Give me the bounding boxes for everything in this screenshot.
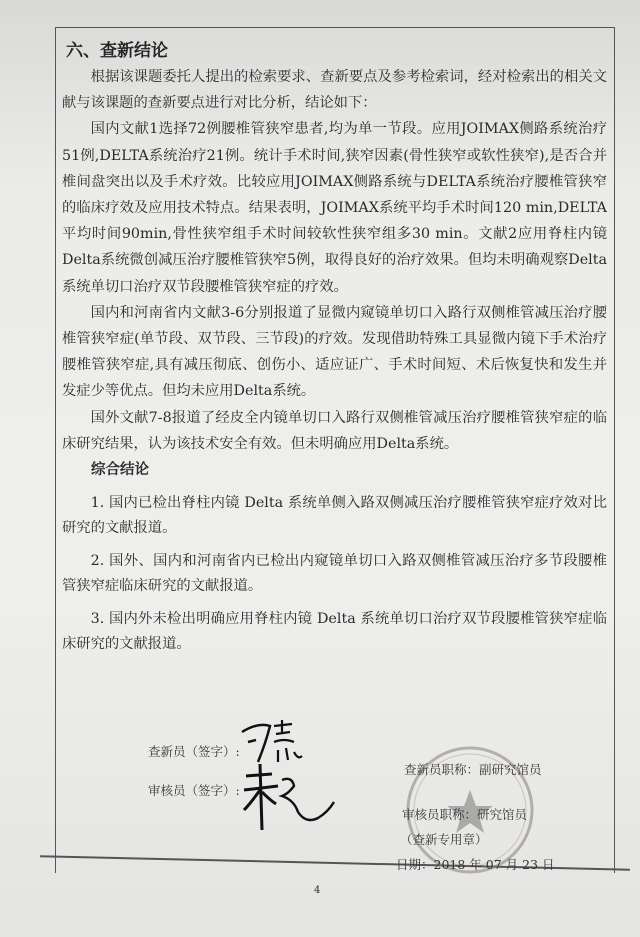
reviewer-signature bbox=[242, 760, 337, 840]
conclusion-item-2: 2. 国外、国内和河南省内已检出内窥镜单切口入路双侧椎管减压治疗多节段腰椎管狭窄症临床研究的文献报道。 bbox=[62, 553, 607, 595]
paragraph-intro: 根据该课题委托人提出的检索要求、查新要点及参考检索词，经对检索出的相关文献与该课题的查新要点进行对比分析，结论如下： bbox=[62, 69, 607, 112]
paragraph-domestic-1: 国内文献1选择72例腰椎管狭窄患者,均为单一节段。应用JOIMAX侧路系统治疗51例,DELTA系统治疗21例。统计手术时间,狭窄因素(骨性狭窄或软性狭窄),是否合并椎间盘突出以及手术疗效。比较应用JOIMAX侧路系统与DELTA系统治疗腰椎管狭窄的临床疗效及应用技术特点。结果表明，JOIMAX系统平均手术时间120 min,DELTA平均时间90min,骨性狭窄组手术时间较软性狭窄组多30 min。文献2应用脊柱内镜Delta系统微创减压治疗腰椎管狭窄5例，取得良好的治疗效果。但均未明确观察Delta系统单切口治疗双节段腰椎管狭窄症的疗效。 bbox=[62, 121, 607, 295]
searcher-signature-label: 查新员（签字）: bbox=[148, 744, 240, 759]
paragraph-domestic-henan: 国内和河南省内文献3-6分别报道了显微内窥镜单切口入路行双侧椎管减压治疗腰椎管狭窄症(单节段、双节段、三节段)的疗效。发现借助特殊工具显微内镜下手术治疗腰椎管狭窄症,具有减压彻底、创伤小、适应证广、手术时间短、术后恢复快和发生并发症少等优点。但均未应用Delta系统。 bbox=[62, 304, 607, 400]
seal-label: （查新专用章） bbox=[400, 832, 488, 847]
report-date: 日期：2018 年 07 月 23 日 bbox=[396, 857, 555, 872]
page-number: 4 bbox=[314, 885, 321, 896]
conclusion-body bbox=[62, 64, 607, 657]
reviewer-signature-label: 审核员（签字）: bbox=[148, 783, 240, 798]
conclusion-item-3: 3. 国内外未检出明确应用脊柱内镜 Delta 系统单切口治疗双节段腰椎管狭窄症临床研究的文献报道。 bbox=[62, 611, 607, 653]
reviewer-title: 审核员职称：研究馆员 bbox=[402, 807, 528, 822]
paragraph-foreign: 国外文献7-8报道了经皮全内镜单切口入路行双侧椎管减压治疗腰椎管狭窄症的临床研究结果，认为该技术安全有效。但未明确应用Delta系统。 bbox=[62, 409, 607, 452]
searcher-title: 查新员职称：副研究馆员 bbox=[404, 762, 542, 777]
conclusion-item-1: 1. 国内已检出脊柱内镜 Delta 系统单侧入路双侧减压治疗腰椎管狭窄症疗效对比研究的文献报道。 bbox=[62, 495, 607, 537]
section-heading: 六、查新结论 bbox=[66, 41, 168, 61]
summary-heading: 综合结论 bbox=[91, 461, 149, 479]
